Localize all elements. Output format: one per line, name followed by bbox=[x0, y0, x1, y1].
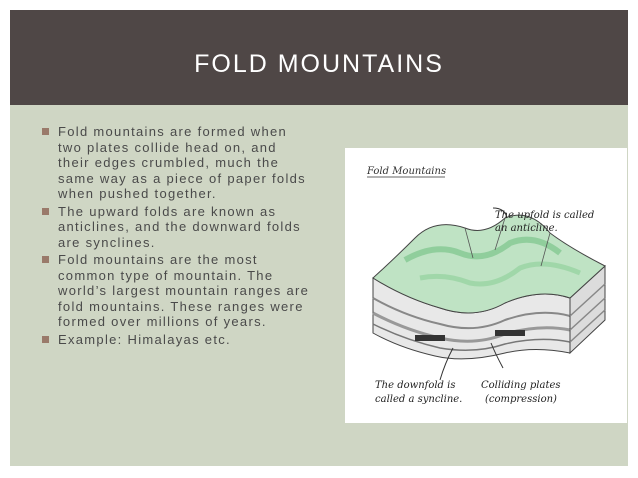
label-anticline-line1: The upfold is called bbox=[495, 210, 595, 221]
label-syncline-line2: called a syncline. bbox=[375, 394, 463, 405]
label-anticline-line2: an anticline. bbox=[495, 223, 558, 234]
slide bbox=[10, 10, 628, 466]
bullet-square-icon bbox=[42, 256, 49, 263]
slide-title: FOLD MOUNTAINS bbox=[194, 50, 444, 78]
label-plates-line1: Colliding plates bbox=[481, 380, 561, 391]
bullet-text: Fold mountains are the most common type of mountain. The world’s largest mountain ranges are fold mountains. These ranges were formed over millions of years. bbox=[58, 252, 310, 329]
label-syncline-line1: The downfold is bbox=[375, 380, 456, 391]
bullet-item bbox=[42, 332, 310, 348]
bullet-list bbox=[42, 124, 310, 349]
bullet-square-icon bbox=[42, 336, 49, 343]
label-plates-line2: (compression) bbox=[485, 394, 557, 405]
bullet-text: The upward folds are known as anticlines, and the downward folds are synclines. bbox=[58, 203, 301, 250]
bullet-text: Fold mountains are formed when two plates collide head on, and their edges crumbled, much the same way as a piece of paper folds when pushed together. bbox=[58, 124, 306, 201]
bullet-text: Example: Himalayas etc. bbox=[58, 331, 231, 347]
bullet-square-icon bbox=[42, 208, 49, 215]
title-bar bbox=[10, 10, 628, 105]
bullet-item bbox=[42, 252, 310, 330]
bullet-item bbox=[42, 204, 310, 251]
bullet-item bbox=[42, 124, 310, 202]
fold-mountains-diagram bbox=[345, 148, 627, 423]
diagram-heading: Fold Mountains bbox=[367, 166, 447, 177]
bullet-square-icon bbox=[42, 128, 49, 135]
